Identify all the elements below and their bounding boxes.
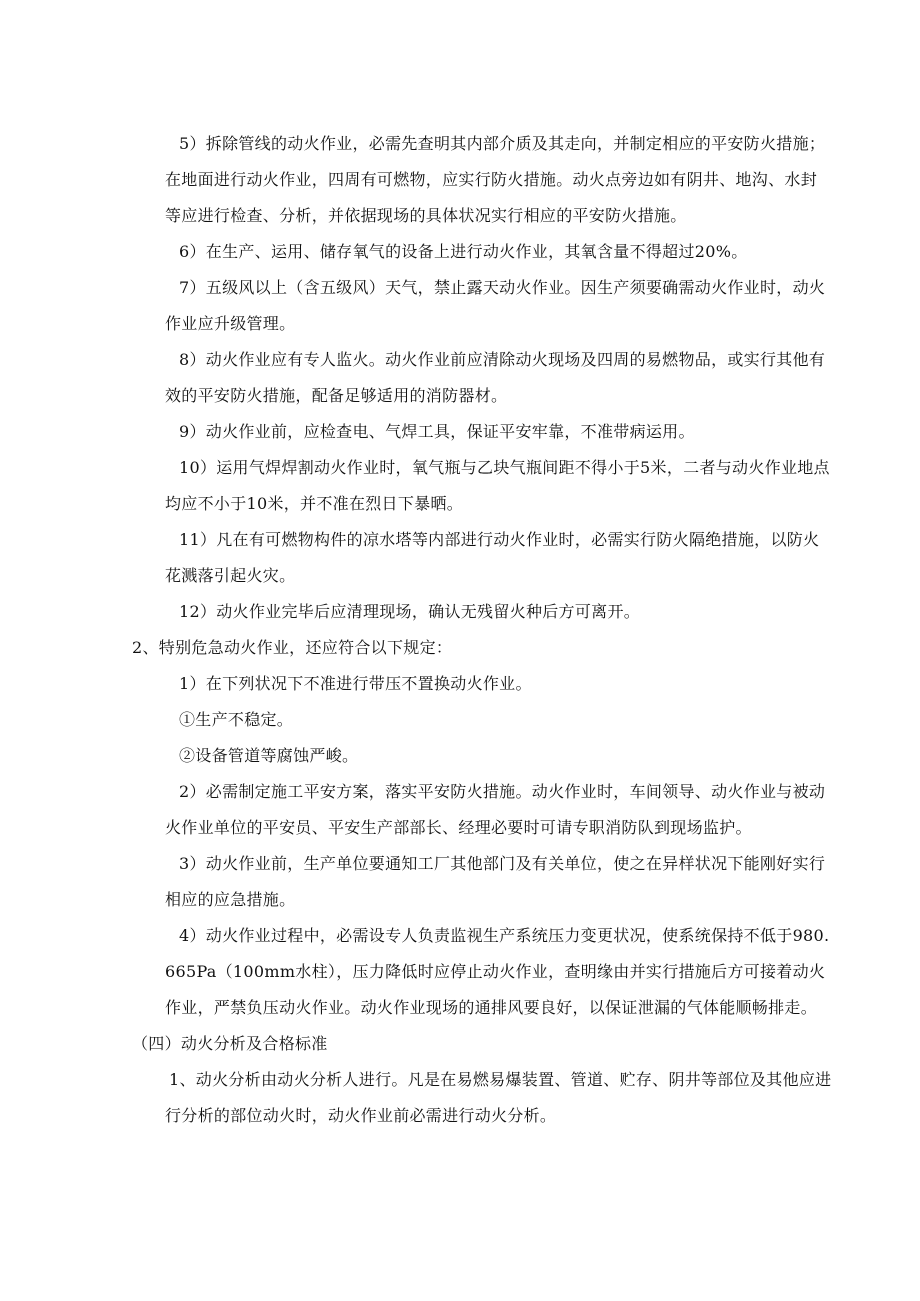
section-4-item-1: 1、动火分析由动火分析人进行。凡是在易燃易爆装置、管道、贮存、阴井等部位及其他应进行分析的部位动火时，动火作业前必需进行动火分析。	[165, 1070, 832, 1125]
paragraph-item-6: 6）在生产、运用、储存氧气的设备上进行动火作业，其氧含量不得超过20%。	[179, 242, 748, 261]
section-2-item-4: 4）动火作业过程中，必需设专人负责监视生产系统压力变更状况，使系统保持不低于980.665Pa（100mm水柱），压力降低时应停止动火作业，查明缘由并实行措施后方可接着动火作业，严禁负压动火作业。动火作业现场的通排风要良好，以保证泄漏的气体能顺畅排走。	[165, 926, 830, 1017]
section-2-item-1-a: ①生产不稳定。	[179, 710, 294, 729]
paragraph-item-5: 5）拆除管线的动火作业，必需先查明其内部介质及其走向，并制定相应的平安防火措施；在地面进行动火作业，四周有可燃物，应实行防火措施。动火点旁边如有阴井、地沟、水封等应进行检查、分析，并依据现场的具体状况实行相应的平安防火措施。	[165, 134, 826, 225]
section-2-item-1: 1）在下列状况下不准进行带压不置换动火作业。	[179, 674, 532, 693]
section-2-item-2: 2）必需制定施工平安方案，落实平安防火措施。动火作业时，车间领导、动火作业与被动火作业单位的平安员、平安生产部部长、经理必要时可请专职消防队到现场监护。	[165, 782, 826, 837]
section-4-heading: （四）动火分析及合格标准	[132, 1034, 328, 1053]
paragraph-item-11: 11）凡在有可燃物构件的凉水塔等内部进行动火作业时，必需实行防火隔绝措施，以防火花溅落引起火灾。	[165, 530, 820, 585]
section-2-item-1-b: ②设备管道等腐蚀严峻。	[179, 746, 359, 765]
paragraph-item-9: 9）动火作业前，应检查电、气焊工具，保证平安牢靠，不准带病运用。	[179, 422, 695, 441]
paragraph-item-12: 12）动火作业完毕后应清理现场，确认无残留火种后方可离开。	[179, 602, 641, 621]
paragraph-item-7: 7）五级风以上（含五级风）天气，禁止露天动火作业。因生产须要确需动火作业时，动火作业应升级管理。	[165, 278, 826, 333]
paragraph-item-10: 10）运用气焊焊割动火作业时，氧气瓶与乙块气瓶间距不得小于5米，二者与动火作业地点均应不小于10米，并不准在烈日下暴晒。	[165, 458, 830, 513]
paragraph-item-8: 8）动火作业应有专人监火。动火作业前应清除动火现场及四周的易燃物品，或实行其他有效的平安防火措施，配备足够适用的消防器材。	[165, 350, 826, 405]
document-body	[0, 126, 920, 1134]
section-2-heading: 2、特别危急动火作业，还应符合以下规定：	[132, 638, 453, 657]
section-2-item-3: 3）动火作业前，生产单位要通知工厂其他部门及有关单位，使之在异样状况下能刚好实行相应的应急措施。	[165, 854, 826, 909]
